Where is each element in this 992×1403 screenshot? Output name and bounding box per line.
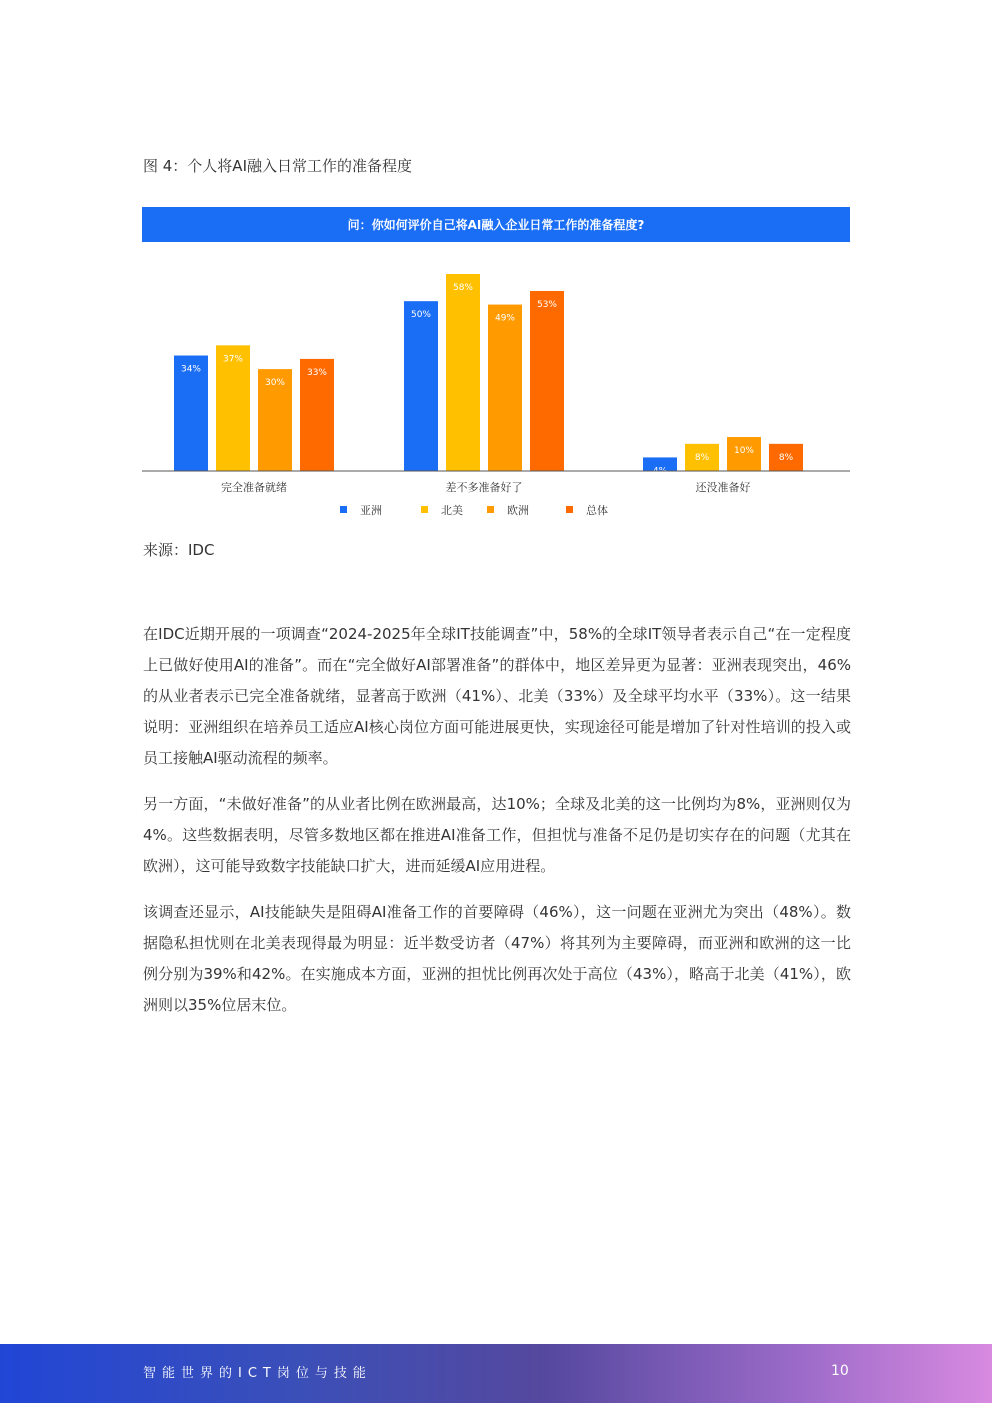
bar-value-label: 37% <box>222 354 244 365</box>
legend-label: 亚洲 <box>360 504 382 517</box>
bar-value-label: 8% <box>694 452 710 463</box>
bar-欧洲-差不多准备好了 <box>488 305 522 471</box>
legend-label: 北美 <box>441 504 463 517</box>
bar-chart <box>142 250 850 528</box>
chart-question-banner: 问：你如何评价自己将AI融入企业日常工作的准备程度? <box>142 207 850 242</box>
bar-value-label: 4% <box>652 466 668 477</box>
bar-value-label: 10% <box>733 446 755 457</box>
legend-swatch <box>566 506 573 513</box>
legend-label: 欧洲 <box>507 504 529 517</box>
category-label: 完全准备就绪 <box>221 481 287 494</box>
bar-value-label: 8% <box>778 452 794 463</box>
bar-value-label: 50% <box>410 310 432 321</box>
paragraph-1: 在IDC近期开展的一项调查“2024-2025年全球IT技能调查”中，58%的全球IT领导者表示自己“在一定程度上已做好使用AI的准备”。而在“完全做好AI部署准备”的群体中，地区差异更为显著：亚洲表现突出，46%的从业者表示已完全准备就绪，显著高于欧洲（41%）、北美（33%）及全球平均水平（33%）。这一结果说明：亚洲组织在培养员工适应AI核心岗位方面可能进展更快，实现途径可能是增加了针对性培训的投入或员工接触AI驱动流程的频率。 <box>143 625 851 767</box>
bar-总体-差不多准备好了 <box>530 291 564 471</box>
legend-label: 总体 <box>586 504 608 517</box>
bar-value-label: 49% <box>494 313 516 324</box>
legend-swatch <box>421 506 428 513</box>
page-footer <box>0 1344 992 1403</box>
paragraph-3: 该调查还显示，AI技能缺失是阻碍AI准备工作的首要障碍（46%），这一问题在亚洲尤为突出（48%）。数据隐私担忧则在北美表现得最为明显：近半数受访者（47%）将其列为主要障碍，而亚洲和欧洲的这一比例分别为39%和42%。在实施成本方面，亚洲的担忧比例再次处于高位（43%），略高于北美（41%），欧洲则以35%位居末位。 <box>143 903 851 1014</box>
bar-value-label: 34% <box>180 364 202 375</box>
bar-北美-差不多准备好了 <box>446 274 480 471</box>
category-label: 差不多准备好了 <box>445 481 523 494</box>
bar-亚洲-差不多准备好了 <box>404 301 438 471</box>
body-text <box>143 619 851 1036</box>
category-label: 还没准备好 <box>695 481 751 494</box>
bar-value-label: 58% <box>452 283 474 293</box>
bar-value-label: 33% <box>306 367 328 378</box>
bar-value-label: 30% <box>264 378 286 389</box>
paragraph-2: 另一方面，“未做好准备”的从业者比例在欧洲最高，达10%；全球及北美的这一比例均为8%，亚洲则仅为4%。这些数据表明，尽管多数地区都在推进AI准备工作，但担忧与准备不足仍是切实存在的问题（尤其在欧洲），这可能导致数字技能缺口扩大，进而延缓AI应用进程。 <box>143 795 851 875</box>
figure-caption: 图 4：个人将AI融入日常工作的准备程度 <box>143 157 412 175</box>
page-number: 10 <box>831 1363 849 1379</box>
footer-title: 智能世界的ICT岗位与技能 <box>143 1366 372 1381</box>
source-note: 来源：IDC <box>143 541 215 559</box>
legend-swatch <box>487 506 494 513</box>
bar-value-label: 53% <box>536 299 558 310</box>
legend-swatch <box>340 506 347 513</box>
